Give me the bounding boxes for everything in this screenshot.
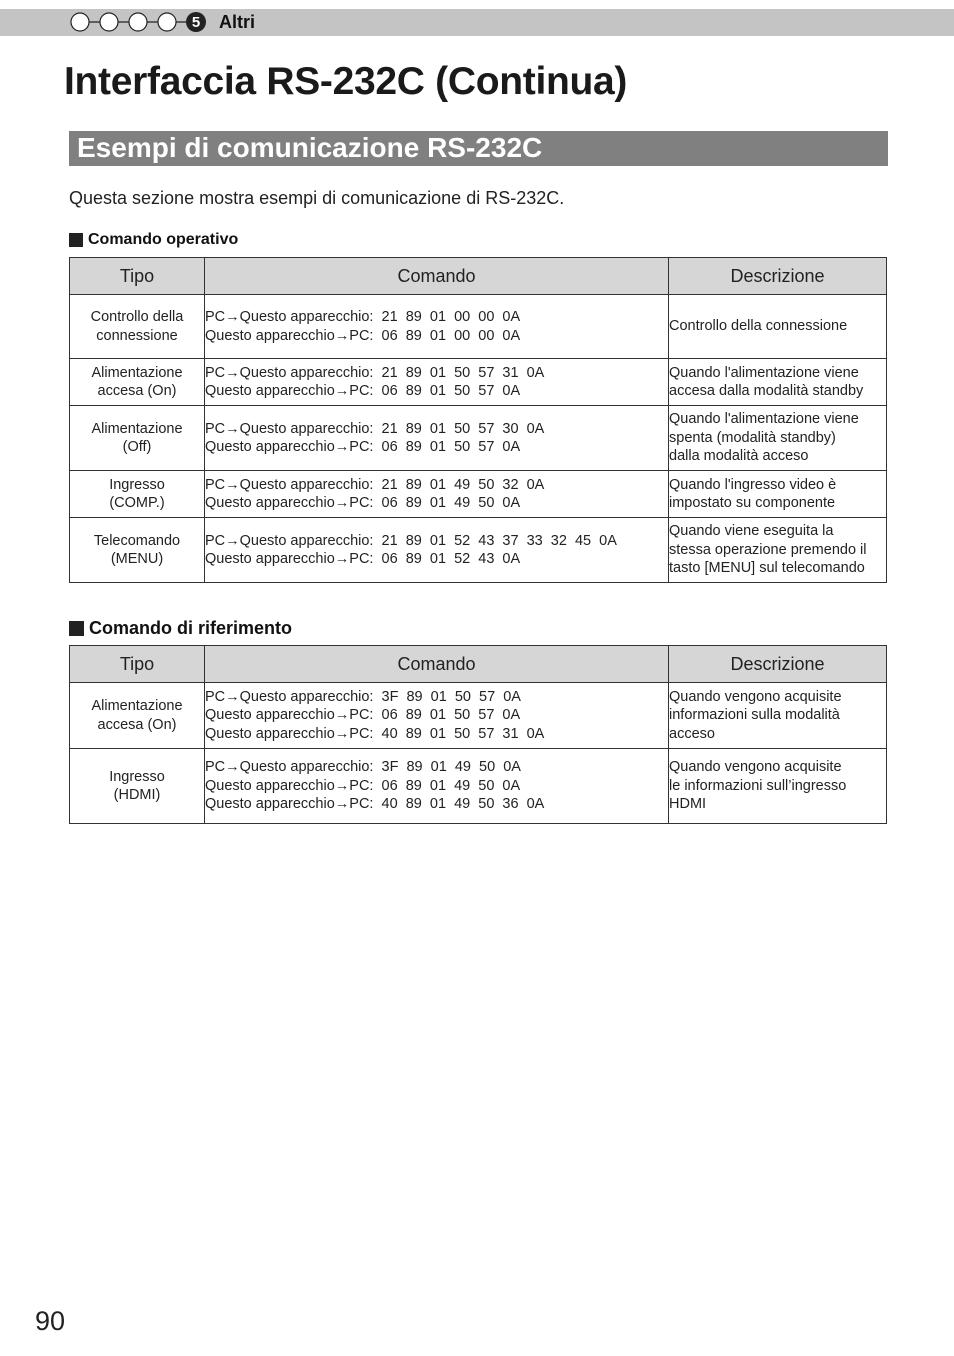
cell-text: Controllo della <box>90 309 184 325</box>
descrizione-cell <box>669 471 887 518</box>
comando-cell <box>205 683 669 749</box>
operativo-heading <box>69 231 238 249</box>
tipo-cell <box>70 471 205 518</box>
cell-text: Quando l'alimentazione viene <box>669 411 859 428</box>
descrizione-cell <box>669 683 887 749</box>
column-header-descrizione: Descrizione <box>669 258 887 295</box>
cell-text: (COMP.) <box>109 495 165 511</box>
cell-text: (HDMI) <box>113 787 161 803</box>
column-header-comando: Comando <box>205 646 669 683</box>
cell-text: Quando vengono acquisite <box>669 688 842 705</box>
cell-text: Ingresso <box>109 476 165 493</box>
cell-text: le informazioni sull’ingresso <box>669 777 847 794</box>
cell-text: stessa operazione premendo il <box>669 541 867 558</box>
tipo-cell <box>70 406 205 471</box>
square-bullet-icon <box>69 621 84 636</box>
cell-text: Questo apparecchio→PC: 40 89 01 49 50 36 0A <box>205 796 545 813</box>
cell-text: Alimentazione <box>91 364 183 381</box>
cell-text: PC→Questo apparecchio: 3F 89 01 50 57 0A <box>205 688 521 705</box>
page-title: Interfaccia RS-232C (Continua) <box>64 60 628 103</box>
cell-text: (Off) <box>122 439 152 455</box>
cell-text: acceso <box>669 725 715 742</box>
cell-text: PC→Questo apparecchio: 21 89 01 00 00 0A <box>205 309 521 325</box>
cell-text: Questo apparecchio→PC: 06 89 01 50 57 0A <box>205 707 521 724</box>
table-row <box>70 471 887 518</box>
cell-text: accesa (On) <box>97 383 177 399</box>
cell-text: PC→Questo apparecchio: 21 89 01 49 50 32 0A <box>205 476 545 493</box>
tipo-cell <box>70 295 205 359</box>
table-row <box>70 295 887 359</box>
cell-text: Quando l'ingresso video è <box>669 476 837 493</box>
comando-cell <box>205 406 669 471</box>
cell-text: Questo apparecchio→PC: 06 89 01 49 50 0A <box>205 777 521 794</box>
square-bullet-icon <box>69 233 83 247</box>
column-header-tipo: Tipo <box>70 646 205 683</box>
chapter-header-bar <box>0 9 954 36</box>
table-row <box>70 406 887 471</box>
descrizione-cell <box>669 749 887 824</box>
table-header-row <box>70 258 887 295</box>
cell-text: accesa dalla modalità standby <box>669 383 864 399</box>
descrizione-cell <box>669 359 887 406</box>
cell-text: tasto [MENU] sul telecomando <box>669 560 865 577</box>
operativo-table <box>69 257 887 583</box>
tipo-cell <box>70 518 205 583</box>
section-header <box>69 131 888 166</box>
tipo-cell <box>70 749 205 824</box>
descrizione-cell <box>669 406 887 471</box>
comando-cell <box>205 518 669 583</box>
cell-text: Alimentazione <box>91 698 183 714</box>
cell-text: Questo apparecchio→PC: 06 89 01 52 43 0A <box>205 551 521 567</box>
chapter-progress-icon <box>70 11 210 33</box>
table-row <box>70 518 887 583</box>
column-header-comando: Comando <box>205 258 669 295</box>
cell-text: Quando l'alimentazione viene <box>669 364 859 381</box>
cell-text: PC→Questo apparecchio: 21 89 01 52 43 37 33 32 45 0A <box>205 532 617 549</box>
cell-text: impostato su componente <box>669 495 836 511</box>
cell-text: Questo apparecchio→PC: 06 89 01 50 57 0A <box>205 383 521 399</box>
cell-text: Ingresso <box>109 768 165 785</box>
cell-text: Questo apparecchio→PC: 06 89 01 49 50 0A <box>205 495 521 511</box>
comando-cell <box>205 295 669 359</box>
column-header-tipo: Tipo <box>70 258 205 295</box>
cell-text: dalla modalità acceso <box>669 448 809 465</box>
tipo-cell <box>70 683 205 749</box>
cell-text: Quando viene eseguita la <box>669 523 834 540</box>
tipo-cell <box>70 359 205 406</box>
comando-cell <box>205 359 669 406</box>
comando-cell <box>205 471 669 518</box>
descrizione-cell <box>669 295 887 359</box>
cell-text: Telecomando <box>93 532 181 549</box>
cell-text: (MENU) <box>110 551 164 567</box>
table-row <box>70 749 887 824</box>
cell-text: Controllo della connessione <box>669 318 848 335</box>
column-header-descrizione: Descrizione <box>669 646 887 683</box>
operativo-heading-label: Comando operativo <box>88 231 239 248</box>
cell-text: Questo apparecchio→PC: 06 89 01 50 57 0A <box>205 439 521 455</box>
intro-text: Questa sezione mostra esempi di comunicazione di RS-232C. <box>69 188 565 208</box>
cell-text: accesa (On) <box>97 716 177 733</box>
cell-text: Alimentazione <box>91 420 183 437</box>
chapter-label: Altri <box>219 12 255 32</box>
table-row <box>70 359 887 406</box>
riferimento-table <box>69 645 887 824</box>
riferimento-heading <box>69 618 292 639</box>
descrizione-cell <box>669 518 887 583</box>
cell-text: Quando vengono acquisite <box>669 759 842 776</box>
cell-text: PC→Questo apparecchio: 3F 89 01 49 50 0A <box>205 759 521 776</box>
cell-text: PC→Questo apparecchio: 21 89 01 50 57 30 0A <box>205 420 545 437</box>
cell-text: connessione <box>96 327 178 344</box>
section-title: Esempi di comunicazione RS-232C <box>77 132 543 163</box>
cell-text: Questo apparecchio→PC: 06 89 01 00 00 0A <box>205 327 521 344</box>
chapter-number: 5 <box>191 14 201 31</box>
cell-text: spenta (modalità standby) <box>669 429 836 446</box>
cell-text: Questo apparecchio→PC: 40 89 01 50 57 31 0A <box>205 725 545 742</box>
page-number: 90 <box>35 1306 66 1336</box>
cell-text: HDMI <box>669 796 707 813</box>
riferimento-heading-label: Comando di riferimento <box>89 618 293 638</box>
table-row <box>70 683 887 749</box>
comando-cell <box>205 749 669 824</box>
table-header-row <box>70 646 887 683</box>
cell-text: PC→Questo apparecchio: 21 89 01 50 57 31 0A <box>205 364 545 381</box>
cell-text: informazioni sulla modalità <box>669 707 840 724</box>
